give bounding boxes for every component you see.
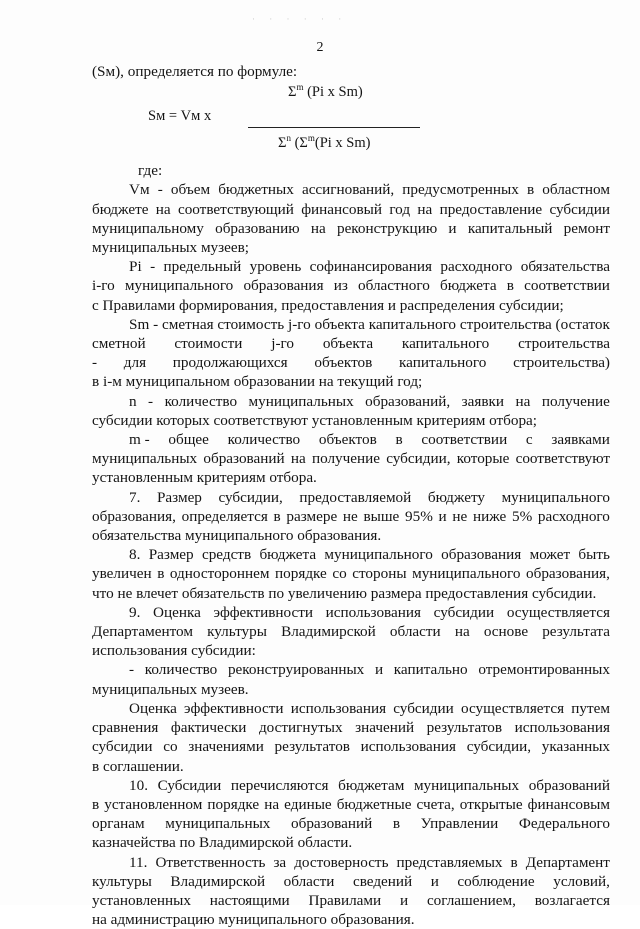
word: объекта <box>314 315 365 333</box>
word: капитального <box>401 335 490 353</box>
word: реконструкцию <box>336 219 438 237</box>
word: предоставление <box>439 200 543 218</box>
denominator-part: (Σ <box>290 135 308 152</box>
word: субсидии, <box>466 738 532 756</box>
word: капитального <box>399 354 487 372</box>
word: - <box>92 354 98 372</box>
text-line-sm3 <box>92 353 610 372</box>
word: Департамент <box>525 853 610 871</box>
word: открытые <box>459 795 523 813</box>
word: и <box>374 661 384 679</box>
word: муниципальных <box>248 392 354 410</box>
word: достигнутых <box>258 719 343 737</box>
word: - <box>148 392 154 410</box>
sum-symbol: Σ <box>278 135 287 152</box>
sum-upper-index: m <box>296 82 304 93</box>
word: на <box>290 450 306 468</box>
word: количество <box>164 392 238 410</box>
word: образований <box>291 815 373 833</box>
word: муниципальному <box>92 219 204 237</box>
text-line-sm1 <box>92 315 610 334</box>
word: расходного <box>440 258 513 276</box>
word: Оценка <box>129 699 177 717</box>
word: бюджетные <box>336 795 412 813</box>
word: сведений <box>352 872 413 890</box>
word: условий, <box>553 872 610 890</box>
text-line-pi1 <box>92 257 610 276</box>
text-line-vm2 <box>92 200 610 219</box>
text-line-vm3 <box>92 219 610 238</box>
word: в <box>157 565 165 583</box>
text-line-p8b <box>92 564 610 583</box>
word: в <box>273 507 281 525</box>
text-line-n1 <box>92 392 610 411</box>
word: 11. <box>129 853 148 871</box>
word: образованию <box>215 219 300 237</box>
word: из <box>333 277 348 295</box>
word: соответствуют <box>515 450 610 468</box>
word: объектов <box>314 354 373 372</box>
word: образований <box>528 776 610 794</box>
word: реконструированных <box>227 661 365 679</box>
word: порядке <box>207 795 260 813</box>
word: (остаток <box>555 315 610 333</box>
text-line-p10b <box>92 795 610 814</box>
word: значений <box>355 719 415 737</box>
word: капитальный <box>467 219 553 237</box>
page-number: 2 <box>316 40 324 55</box>
word: субсидии <box>92 738 153 756</box>
word: строительства <box>459 315 552 333</box>
word: в <box>92 795 100 813</box>
word: Ответственность <box>155 853 266 871</box>
word: бюджету <box>427 488 485 506</box>
word: капитально <box>393 661 468 679</box>
text-line-m1 <box>92 430 610 449</box>
word: расходного <box>537 507 610 525</box>
word: для <box>123 354 147 372</box>
word: Vм <box>129 181 150 199</box>
word: средств <box>201 546 252 564</box>
word: областного <box>358 277 430 295</box>
word: Правилами <box>308 891 382 909</box>
word: ассигнований, <box>301 181 395 199</box>
word: муниципальных <box>413 776 520 794</box>
word: порядке <box>275 565 327 583</box>
word: софинансирования <box>309 258 432 276</box>
denominator-term: (Pi x Sm) <box>314 135 371 152</box>
word: Владимирской <box>170 872 266 890</box>
word: в <box>392 815 401 833</box>
word: соответствии <box>421 431 508 449</box>
word: не <box>342 507 358 525</box>
word: результатов <box>426 719 503 737</box>
text-line-oc4: в соглашении. <box>92 757 184 775</box>
word: бюджета <box>259 546 317 564</box>
word: образований <box>203 450 285 468</box>
word: стоимость <box>217 315 285 333</box>
word: культуры <box>92 872 152 890</box>
word: использования <box>290 699 387 717</box>
word: ремонт <box>563 219 610 237</box>
word: общее <box>168 431 209 449</box>
text-line-pi2 <box>92 276 610 295</box>
word: n <box>129 392 137 410</box>
word: на <box>310 219 326 237</box>
word: 10. <box>129 776 148 794</box>
word: и <box>399 891 409 909</box>
text-line-n2: субсидии которых соответствуют установленным критериям отбора; <box>92 411 538 429</box>
word: муниципальных <box>92 450 198 468</box>
word: основе <box>483 623 529 641</box>
word: области <box>389 623 441 641</box>
text-line-p11a <box>92 853 610 872</box>
word: субсидии <box>433 603 495 621</box>
word: Владимирской <box>281 623 376 641</box>
word: определяется <box>181 507 268 525</box>
document-body <box>92 62 610 929</box>
word: муниципального <box>124 277 234 295</box>
word: представляемых <box>396 853 503 871</box>
word: в <box>510 853 518 871</box>
formula-lhs: Sм = Vм x <box>148 108 212 125</box>
word: выше <box>363 507 400 525</box>
text-line-sm4: в i-м муниципальном образовании на текущий год; <box>92 373 423 391</box>
word: финансовым <box>527 795 610 813</box>
word: стороны <box>352 565 407 583</box>
text-line-oc1 <box>92 699 610 718</box>
word: муниципального <box>501 488 610 506</box>
text-line-p9d <box>92 660 610 679</box>
formula-numerator <box>288 83 363 102</box>
word: строительства) <box>513 354 610 372</box>
word: Размер <box>148 546 194 564</box>
word: образования, <box>92 507 176 525</box>
text-line-p9c: использования субсидии: <box>92 642 256 660</box>
word: 8. <box>129 546 141 564</box>
word: счета, <box>416 795 455 813</box>
word: эффективности <box>213 603 314 621</box>
word: муниципального <box>412 565 521 583</box>
word: Sm <box>129 315 150 333</box>
text-line-p11c <box>92 891 610 910</box>
text-line-m3: установленным критериям отбора. <box>92 469 317 487</box>
text-line-p8c: что не влечет обязательств по увеличению размера предоставления субсидии. <box>92 584 597 602</box>
word: i-го <box>92 277 115 295</box>
word: образований, <box>365 392 451 410</box>
word: - <box>129 661 135 679</box>
word: осуществляется <box>506 603 610 621</box>
word: указанных <box>541 738 610 756</box>
text-line-p11b <box>92 872 610 891</box>
word: и <box>438 507 447 525</box>
word: на <box>515 392 531 410</box>
sum-upper-index: n <box>286 133 291 144</box>
word: сметная <box>161 315 214 333</box>
word: с <box>525 431 533 449</box>
word: использования <box>514 719 610 737</box>
word: со <box>163 738 178 756</box>
word: осуществляется <box>460 699 565 717</box>
text-line-p9e: муниципальных музеев. <box>92 680 249 698</box>
word: в <box>506 277 514 295</box>
word: настоящими <box>209 891 290 909</box>
word: которые <box>456 450 510 468</box>
word: количество <box>144 661 218 679</box>
word: субсидии, <box>218 488 283 506</box>
text-line-pi3: с Правилами формирования, предоставления и распределения субсидии; <box>92 296 564 314</box>
where-label: где: <box>138 162 163 180</box>
word: достоверность <box>294 853 389 871</box>
word: j-го <box>271 335 294 353</box>
word: фактически <box>170 719 247 737</box>
word: получение <box>311 450 381 468</box>
paragraph-lines <box>92 180 610 929</box>
text-line-m2 <box>92 449 610 468</box>
word: год <box>389 200 411 218</box>
text-line-p10d: казначейства по Владимирской области. <box>92 834 353 852</box>
word: бюджета <box>439 277 497 295</box>
word: бюджетных <box>218 181 294 199</box>
word: обязательства <box>520 258 610 276</box>
word: заявки <box>461 392 505 410</box>
word: значениями <box>188 738 264 756</box>
word: за <box>273 853 287 871</box>
word: может <box>529 546 571 564</box>
word: образования <box>243 277 324 295</box>
fraction-bar <box>248 127 420 128</box>
word: отремонтированных <box>478 661 610 679</box>
word: и <box>448 219 457 237</box>
word: - <box>150 258 156 276</box>
formula-denominator <box>278 134 370 153</box>
word: единые <box>284 795 332 813</box>
word: - <box>153 315 159 333</box>
intro-line: (Sм), определяется по формуле: <box>92 63 298 80</box>
word: размере <box>286 507 338 525</box>
word: муниципального <box>324 546 433 564</box>
word: Оценка <box>153 603 201 621</box>
text-line-p7a <box>92 488 610 507</box>
text-line-p8a <box>92 545 610 564</box>
word: на <box>155 200 171 218</box>
word: области <box>283 872 335 890</box>
word: заявками <box>551 431 610 449</box>
word: образования <box>441 546 522 564</box>
word: эффективности <box>184 699 284 717</box>
word: капитального <box>368 315 457 333</box>
word: результатов <box>274 738 350 756</box>
word: на <box>417 200 433 218</box>
word: субсидии <box>549 200 610 218</box>
word: бюджетам <box>338 776 405 794</box>
word: Субсидии <box>157 776 222 794</box>
word: на <box>454 623 470 641</box>
text-line-oc2 <box>92 718 610 737</box>
word: - <box>157 181 163 199</box>
word: объекта <box>322 335 374 353</box>
word: использования <box>325 603 422 621</box>
word: муниципальных <box>165 815 271 833</box>
word: установленных <box>92 891 191 909</box>
word: 95% <box>405 507 433 525</box>
text-line-p9b <box>92 622 610 641</box>
word: объем <box>170 181 211 199</box>
word: финансовый <box>301 200 383 218</box>
word: культуры <box>207 623 267 641</box>
word: быть <box>578 546 610 564</box>
word: увеличен <box>92 565 152 583</box>
word: и <box>430 872 439 890</box>
text-line-vm4: муниципальных музеев; <box>92 239 250 257</box>
word: сравнения <box>92 719 159 737</box>
word: ниже <box>472 507 507 525</box>
word: Федерального <box>518 815 610 833</box>
word: Размер <box>156 488 202 506</box>
word: объектов <box>318 431 377 449</box>
word: соблюдение <box>457 872 535 890</box>
scan-artifact: · · · · · · <box>252 14 348 24</box>
word: использования <box>360 738 457 756</box>
word: Pi <box>129 258 142 276</box>
text-line-p11d: на администрацию муниципального образования. <box>92 911 415 929</box>
word: Управлении <box>420 815 499 833</box>
text-line-vm1 <box>92 180 610 199</box>
word: субсидии, <box>386 450 451 468</box>
word: уровень <box>249 258 302 276</box>
word: количество <box>227 431 301 449</box>
word: результата <box>542 623 610 641</box>
word: органам <box>92 815 145 833</box>
word: на <box>264 795 280 813</box>
word: Департаментом <box>92 623 193 641</box>
text-line-p7c: обязательства муниципального образования. <box>92 527 382 545</box>
word: m - <box>129 431 150 449</box>
word: предоставляемой <box>299 488 412 506</box>
word: бюджете <box>92 200 149 218</box>
word: соответствующий <box>177 200 294 218</box>
subsidy-formula <box>92 83 610 161</box>
text-line-oc3 <box>92 737 610 756</box>
word: в <box>395 431 403 449</box>
text-line-p9a <box>92 603 610 622</box>
word: предусмотренных <box>402 181 519 199</box>
word: стоимости <box>174 335 243 353</box>
word: возлагается <box>534 891 610 909</box>
word: j-го <box>288 315 311 333</box>
word: сметной <box>92 335 146 353</box>
word: соответствии <box>524 277 610 295</box>
sum-symbol: Σ <box>288 84 297 101</box>
word: перечисляются <box>230 776 329 794</box>
word: 9. <box>129 603 141 621</box>
word: получение <box>541 392 610 410</box>
text-line-p10c <box>92 814 610 833</box>
word: в <box>526 181 535 199</box>
sum-upper-index: m <box>307 133 315 144</box>
word: путем <box>571 699 610 717</box>
text-line-p10a <box>92 776 610 795</box>
word: со <box>332 565 347 583</box>
word: образования, <box>526 565 610 583</box>
word: строительства <box>518 335 610 353</box>
word: не <box>452 507 468 525</box>
word: 5% <box>511 507 533 525</box>
word: установленном <box>104 795 203 813</box>
word: субсидии <box>393 699 454 717</box>
word: продолжающихся <box>172 354 288 372</box>
word: 7. <box>129 488 141 506</box>
text-line-sm2 <box>92 334 610 353</box>
word: областном <box>542 181 610 199</box>
word: соглашением, <box>426 891 516 909</box>
word: одностороннем <box>169 565 270 583</box>
word: предельный <box>163 258 242 276</box>
numerator-term: (Pi x Sm) <box>303 84 363 101</box>
text-line-p7b <box>92 507 610 526</box>
